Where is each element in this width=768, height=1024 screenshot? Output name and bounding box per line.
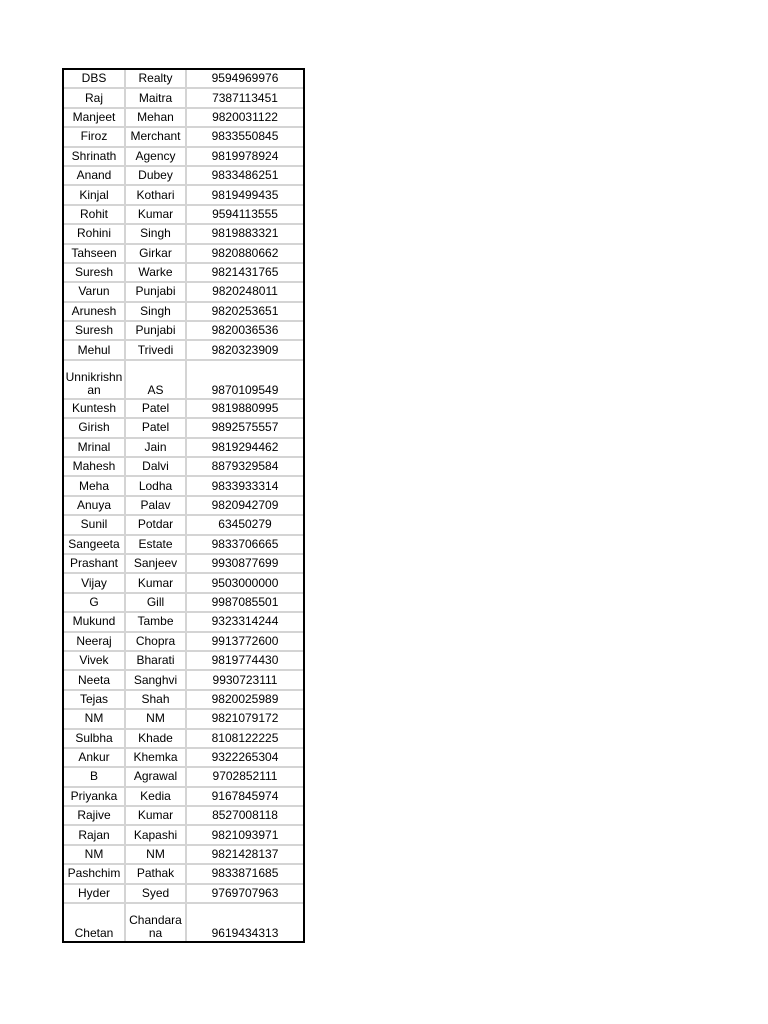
phone-cell: 9820323909	[186, 340, 303, 359]
first-name-cell: Neeta	[64, 670, 125, 689]
table-row	[64, 321, 303, 340]
phone-cell: 9833871685	[186, 864, 303, 883]
last-name-cell: Trivedi	[125, 340, 186, 359]
first-name-cell: Hyder	[64, 884, 125, 903]
last-name-cell: Palav	[125, 496, 186, 515]
last-name-cell: Kumar	[125, 573, 186, 592]
last-name-cell: Shah	[125, 690, 186, 709]
table-row	[64, 70, 303, 88]
phone-cell: 9323314244	[186, 612, 303, 631]
last-name-cell: Girkar	[125, 244, 186, 263]
phone-cell: 9819978924	[186, 147, 303, 166]
phone-cell: 9821428137	[186, 845, 303, 864]
table-row	[64, 825, 303, 844]
last-name-cell: Tambe	[125, 612, 186, 631]
phone-cell: 9819883321	[186, 224, 303, 243]
phone-cell: 9702852111	[186, 767, 303, 786]
phone-cell: 9833706665	[186, 535, 303, 554]
table-row	[64, 399, 303, 418]
phone-cell: 9833486251	[186, 166, 303, 185]
last-name-cell: Sanjeev	[125, 554, 186, 573]
table-row	[64, 612, 303, 631]
table-row	[64, 515, 303, 534]
table-row	[64, 573, 303, 592]
table-row	[64, 845, 303, 864]
table-row	[64, 205, 303, 224]
first-name-cell: Ankur	[64, 748, 125, 767]
table-row	[64, 438, 303, 457]
last-name-cell: Singh	[125, 302, 186, 321]
first-name-cell: Rohini	[64, 224, 125, 243]
table-row	[64, 496, 303, 515]
phone-cell: 9819294462	[186, 438, 303, 457]
table-row	[64, 670, 303, 689]
phone-cell: 9821093971	[186, 825, 303, 844]
last-name-cell: Merchant	[125, 127, 186, 146]
first-name-cell: G	[64, 593, 125, 612]
last-name-cell: Agency	[125, 147, 186, 166]
last-name-cell: Punjabi	[125, 321, 186, 340]
first-name-cell: Girish	[64, 418, 125, 437]
first-name-cell: Tahseen	[64, 244, 125, 263]
phone-cell: 9930877699	[186, 554, 303, 573]
table-row	[64, 690, 303, 709]
phone-cell: 9892575557	[186, 418, 303, 437]
table-row	[64, 418, 303, 437]
first-name-cell: Manjeet	[64, 108, 125, 127]
phone-cell: 9820880662	[186, 244, 303, 263]
table-row	[64, 476, 303, 495]
phone-cell: 8108122225	[186, 729, 303, 748]
table-row	[64, 903, 303, 941]
last-name-cell: Mehan	[125, 108, 186, 127]
first-name-cell: Rohit	[64, 205, 125, 224]
phone-cell: 8879329584	[186, 457, 303, 476]
table-row	[64, 282, 303, 301]
last-name-cell: Chopra	[125, 632, 186, 651]
table-row	[64, 185, 303, 204]
first-name-cell: Vijay	[64, 573, 125, 592]
phone-cell: 9833550845	[186, 127, 303, 146]
first-name-cell: Firoz	[64, 127, 125, 146]
first-name-cell: Varun	[64, 282, 125, 301]
last-name-cell: Kumar	[125, 205, 186, 224]
table-row	[64, 709, 303, 728]
first-name-cell: DBS	[64, 70, 125, 88]
first-name-cell: Mukund	[64, 612, 125, 631]
first-name-cell: Suresh	[64, 263, 125, 282]
phone-cell: 9820036536	[186, 321, 303, 340]
last-name-cell: Potdar	[125, 515, 186, 534]
first-name-cell: Rajive	[64, 806, 125, 825]
last-name-cell: Kedia	[125, 787, 186, 806]
table-row	[64, 748, 303, 767]
first-name-cell: Sunil	[64, 515, 125, 534]
phone-cell: 9619434313	[211, 926, 279, 941]
first-name-cell: Anuya	[64, 496, 125, 515]
first-name-cell: B	[64, 767, 125, 786]
last-name-cell: Kumar	[125, 806, 186, 825]
phone-cell: 9987085501	[186, 593, 303, 612]
table-row	[64, 632, 303, 651]
last-name-cell: Lodha	[125, 476, 186, 495]
phone-cell: 9819499435	[186, 185, 303, 204]
first-name-cell: Vivek	[64, 651, 125, 670]
first-name-cell: Anand	[64, 166, 125, 185]
phone-cell: 9870109549	[186, 360, 303, 399]
phone-cell: 63450279	[186, 515, 303, 534]
table-row	[64, 884, 303, 903]
last-name-cell: Kothari	[125, 185, 186, 204]
first-name-cell: NM	[64, 709, 125, 728]
first-name-cell: Mehul	[64, 340, 125, 359]
first-name-cell: Pashchim	[64, 864, 125, 883]
phone-cell: 9821079172	[186, 709, 303, 728]
table-row	[64, 360, 303, 399]
last-name-cell: Khade	[125, 729, 186, 748]
phone-cell: 9819774430	[186, 651, 303, 670]
first-name-cell: Chetan	[64, 903, 125, 941]
phone-cell: 9821431765	[186, 263, 303, 282]
table-row	[64, 767, 303, 786]
last-name-cell: Bharati	[125, 651, 186, 670]
last-name-cell: Chandarana	[125, 903, 186, 941]
first-name-cell: NM	[64, 845, 125, 864]
table-row	[64, 88, 303, 107]
phone-cell: 9913772600	[186, 632, 303, 651]
phone-cell: 9820253651	[186, 302, 303, 321]
first-name-cell: Unnikrishnan	[64, 360, 125, 399]
first-name-cell: Priyanka	[64, 787, 125, 806]
last-name-cell: Punjabi	[125, 282, 186, 301]
table-row	[64, 554, 303, 573]
table-row	[64, 166, 303, 185]
table-row	[64, 787, 303, 806]
phone-cell: 9820025989	[186, 690, 303, 709]
first-name-cell: Meha	[64, 476, 125, 495]
table-row	[64, 224, 303, 243]
table-row	[64, 593, 303, 612]
contacts-table-body	[64, 70, 303, 941]
phone-cell: 8527008118	[186, 806, 303, 825]
first-name-cell: Mrinal	[64, 438, 125, 457]
last-name-cell: Dalvi	[125, 457, 186, 476]
last-name-cell: Sanghvi	[125, 670, 186, 689]
last-name-cell: Realty	[125, 70, 186, 88]
last-name-cell: Patel	[125, 399, 186, 418]
table-row	[64, 127, 303, 146]
last-name-cell: AS	[125, 360, 186, 399]
phone-cell: 9820248011	[186, 282, 303, 301]
first-name-cell: Neeraj	[64, 632, 125, 651]
first-name-cell: Rajan	[64, 825, 125, 844]
phone-cell: 9769707963	[186, 884, 303, 903]
contacts-table	[64, 70, 303, 941]
table-row	[64, 340, 303, 359]
table-row	[64, 302, 303, 321]
last-name-cell: Agrawal	[125, 767, 186, 786]
contacts-sheet	[62, 68, 305, 943]
phone-cell: 9820031122	[186, 108, 303, 127]
first-name-cell: Sangeeta	[64, 535, 125, 554]
phone-cell: 9594969976	[186, 70, 303, 88]
table-row	[64, 535, 303, 554]
table-row	[64, 729, 303, 748]
phone-cell: 9820942709	[186, 496, 303, 515]
table-row	[64, 864, 303, 883]
phone-cell: 9503000000	[186, 573, 303, 592]
phone-cell: 9322265304	[186, 748, 303, 767]
last-name-cell: Gill	[125, 593, 186, 612]
table-row	[64, 108, 303, 127]
phone-cell: 9819880995	[186, 399, 303, 418]
phone-cell: 9167845974	[186, 787, 303, 806]
last-name-cell: Dubey	[125, 166, 186, 185]
first-name-cell: Kuntesh	[64, 399, 125, 418]
last-name-cell: Pathak	[125, 864, 186, 883]
first-name-cell: Raj	[64, 88, 125, 107]
last-name-cell: Maitra	[125, 88, 186, 107]
first-name-cell: Arunesh	[64, 302, 125, 321]
table-row	[64, 806, 303, 825]
table-row	[64, 244, 303, 263]
last-name-cell: NM	[125, 845, 186, 864]
phone-cell: 9833933314	[186, 476, 303, 495]
last-name-cell: Jain	[125, 438, 186, 457]
last-name-cell: Singh	[125, 224, 186, 243]
first-name-cell: Kinjal	[64, 185, 125, 204]
first-name-cell: Suresh	[64, 321, 125, 340]
first-name-cell: Tejas	[64, 690, 125, 709]
last-name-cell: Patel	[125, 418, 186, 437]
table-row	[64, 263, 303, 282]
first-name-cell: Sulbha	[64, 729, 125, 748]
first-name-cell: Mahesh	[64, 457, 125, 476]
first-name-cell: Prashant	[64, 554, 125, 573]
table-row	[64, 651, 303, 670]
last-name-cell: Warke	[125, 263, 186, 282]
phone-cell: 9930723111	[186, 670, 303, 689]
table-row	[64, 147, 303, 166]
last-name-cell: Khemka	[125, 748, 186, 767]
last-name-cell: Kapashi	[125, 825, 186, 844]
last-name-cell: Syed	[125, 884, 186, 903]
last-name-cell: NM	[125, 709, 186, 728]
phone-cell: 9594113555	[186, 205, 303, 224]
table-row	[64, 457, 303, 476]
first-name-cell: Shrinath	[64, 147, 125, 166]
phone-cell: 7387113451	[186, 88, 303, 107]
last-name-cell: Estate	[125, 535, 186, 554]
